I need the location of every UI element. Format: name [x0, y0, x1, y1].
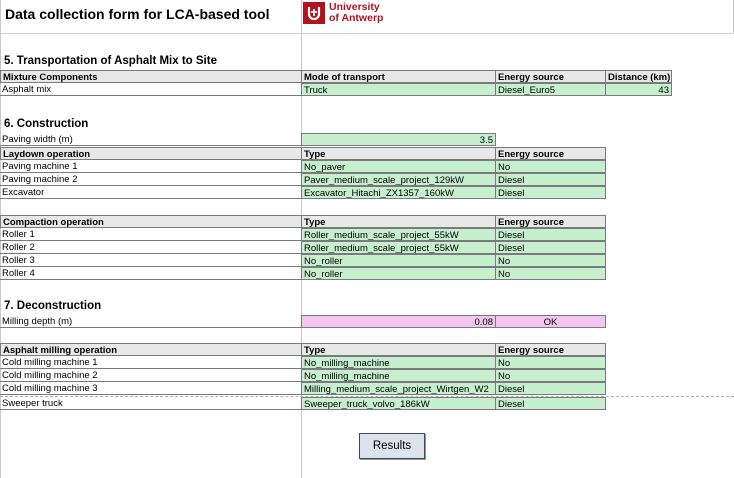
compaction-type-cell[interactable]: Roller_medium_scale_project_55kW	[301, 228, 496, 241]
university-logo	[303, 0, 383, 26]
header-laydown-type: Type	[301, 147, 496, 160]
milling-row-label: Cold milling machine 2	[0, 369, 302, 382]
milling-type-cell[interactable]: No_milling_machine	[301, 356, 496, 369]
compaction-row-label: Roller 2	[0, 241, 302, 254]
compaction-type-cell[interactable]: Roller_medium_scale_project_55kW	[301, 241, 496, 254]
header-compaction-energy: Energy source	[495, 215, 606, 228]
compaction-type-cell[interactable]: No_roller	[301, 267, 496, 280]
compaction-row-label: Roller 4	[0, 267, 302, 280]
header-energy-source: Energy source	[495, 70, 606, 83]
compaction-energy-cell[interactable]: Diesel	[495, 241, 606, 254]
logo-line-1: University	[329, 1, 380, 13]
form-title: Data collection form for LCA-based tool	[5, 6, 270, 22]
milling-type-cell[interactable]: Sweeper_truck_volvo_186kW	[301, 397, 496, 410]
compaction-energy-cell[interactable]: Diesel	[495, 228, 606, 241]
header-distance: Distance (km)	[605, 70, 672, 83]
laydown-row-label: Paving machine 1	[0, 160, 302, 173]
milling-energy-cell[interactable]: Diesel	[495, 382, 606, 395]
milling-row-label: Sweeper truck	[0, 397, 302, 410]
milling-energy-cell[interactable]: No	[495, 356, 606, 369]
milling-energy-cell[interactable]: No	[495, 369, 606, 382]
milling-type-cell[interactable]: No_milling_machine	[301, 369, 496, 382]
milling-depth-input[interactable]: 0.08	[301, 315, 496, 328]
university-emblem-icon	[303, 2, 325, 24]
header-compaction-operation: Compaction operation	[0, 215, 302, 228]
laydown-row-label: Excavator	[0, 186, 302, 199]
paving-width-input[interactable]: 3.5	[301, 133, 496, 146]
header-mode-of-transport: Mode of transport	[301, 70, 496, 83]
header-milling-energy: Energy source	[495, 343, 606, 356]
milling-depth-status: OK	[495, 315, 606, 328]
row-separator	[0, 33, 734, 34]
logo-line-2: of Antwerp	[329, 12, 384, 24]
mode-of-transport-cell[interactable]: Truck	[301, 83, 496, 96]
section-5-title: 5. Transportation of Asphalt Mix to Site	[4, 55, 217, 67]
section-7-title: 7. Deconstruction	[4, 300, 102, 312]
mixture-component-label: Asphalt mix	[0, 83, 302, 96]
laydown-row-label: Paving machine 2	[0, 173, 302, 186]
laydown-energy-cell[interactable]: No	[495, 160, 606, 173]
laydown-type-cell[interactable]: No_paver	[301, 160, 496, 173]
milling-row-label: Cold milling machine 1	[0, 356, 302, 369]
header-milling-operation: Asphalt milling operation	[0, 343, 302, 356]
laydown-energy-cell[interactable]: Diesel	[495, 186, 606, 199]
compaction-type-cell[interactable]: No_roller	[301, 254, 496, 267]
section-6-title: 6. Construction	[4, 118, 89, 130]
laydown-energy-cell[interactable]: Diesel	[495, 173, 606, 186]
header-milling-type: Type	[301, 343, 496, 356]
paving-width-label: Paving width (m)	[0, 133, 302, 146]
milling-depth-label: Milling depth (m)	[0, 315, 302, 328]
laydown-type-cell[interactable]: Paver_medium_scale_project_129kW	[301, 173, 496, 186]
laydown-type-cell[interactable]: Excavator_Hitachi_ZX1357_160kW	[301, 186, 496, 199]
header-laydown-energy: Energy source	[495, 147, 606, 160]
compaction-energy-cell[interactable]: No	[495, 267, 606, 280]
milling-type-cell[interactable]: Milling_medium_scale_project_Wirtgen_W2	[301, 382, 496, 395]
compaction-row-label: Roller 1	[0, 228, 302, 241]
compaction-row-label: Roller 3	[0, 254, 302, 267]
header-laydown-operation: Laydown operation	[0, 147, 302, 160]
energy-source-cell[interactable]: Diesel_Euro5	[495, 83, 606, 96]
milling-energy-cell[interactable]: Diesel	[495, 397, 606, 410]
header-mixture-components: Mixture Components	[0, 70, 302, 83]
header-compaction-type: Type	[301, 215, 496, 228]
compaction-energy-cell[interactable]: No	[495, 254, 606, 267]
results-button[interactable]: Results	[359, 433, 425, 459]
distance-cell[interactable]: 43	[605, 83, 672, 96]
milling-row-label: Cold milling machine 3	[0, 382, 302, 395]
